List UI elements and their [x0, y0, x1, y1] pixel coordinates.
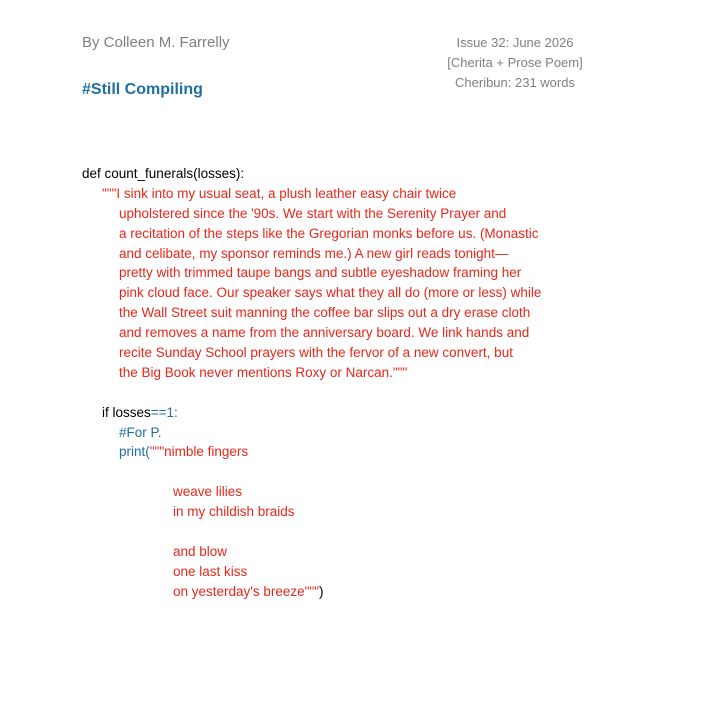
docstring-line: the Wall Street suit manning the coffee bar slips out a dry erase cloth — [119, 305, 531, 321]
poem-line: and blow — [173, 543, 228, 559]
docstring-line: the Big Book never mentions Roxy or Narcan.""" — [119, 364, 408, 380]
docstring-line: pretty with trimmed taupe bangs and subtle eyeshadow framing her — [119, 265, 522, 281]
if-keyword: if losses — [102, 404, 151, 420]
poem-last-line — [82, 582, 541, 602]
code-poem — [82, 164, 541, 602]
print-function: print( — [119, 444, 150, 460]
poem-line: one last kiss — [173, 563, 248, 579]
blank-line — [82, 522, 541, 542]
code-comment: #For P. — [119, 424, 162, 440]
issue-number: Issue 32: June 2026 — [456, 35, 574, 50]
def-line: def count_funerals(losses): — [82, 166, 245, 181]
docstring-line: upholstered since the '90s. We start with the Serenity Prayer and — [119, 205, 507, 221]
issue-meta — [430, 33, 600, 93]
docstring-line: pink cloud face. Our speaker says what they all do (more or less) while — [119, 285, 542, 301]
docstring-line: and celibate, my sponsor reminds me.) A new girl reads tonight— — [119, 245, 509, 261]
blank-line — [82, 383, 541, 403]
author-byline: By Colleen M. Farrelly — [82, 34, 230, 51]
print-string-open: """nimble fingers — [149, 444, 249, 460]
word-count: Cheribun: 231 words — [455, 75, 575, 90]
if-line — [82, 403, 541, 423]
poem-title: #Still Compiling — [82, 81, 203, 98]
docstring-line: recite Sunday School prayers with the fervor of a new convert, but — [119, 345, 513, 361]
poem-form: [Cherita + Prose Poem] — [447, 55, 583, 70]
poem-line: weave lilies — [173, 484, 243, 500]
poem-line: in my childish braids — [173, 504, 295, 520]
print-line — [82, 442, 541, 462]
if-operator: ==1: — [150, 404, 178, 420]
blank-line — [82, 462, 541, 482]
docstring-line: a recitation of the steps like the Gregorian monks before us. (Monastic — [119, 225, 539, 241]
closing-paren: ) — [319, 583, 324, 599]
poem-line-text: on yesterday's breeze""" — [173, 583, 320, 599]
docstring-line: and removes a name from the anniversary board. We link hands and — [119, 325, 530, 341]
docstring-line: """I sink into my usual seat, a plush leather easy chair twice — [102, 185, 457, 201]
